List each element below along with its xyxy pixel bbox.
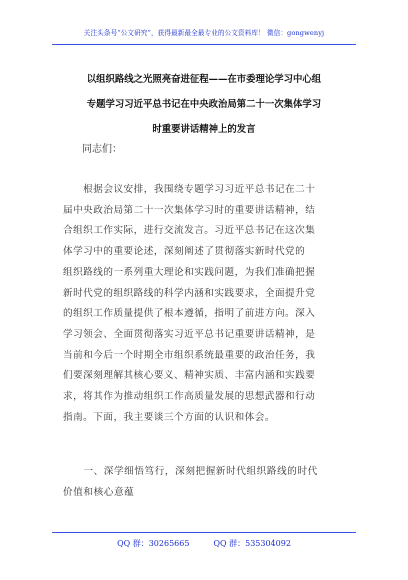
paragraph-line: 体学习中的重要论述，深刻阐述了贯彻落实新时代党的: [63, 246, 306, 258]
header-banner: 关注头条号“公文研究”，获得最新最全最专业的公文资料库！ 微信：gongwenyj: [83, 29, 325, 37]
section-line: 一、深学细悟笃行，深刻把握新时代组织路线的时代: [63, 466, 318, 477]
document-title: [50, 67, 358, 142]
title-line: 专题学习习近平总书记在中央政治局第二十一次集体学习: [86, 99, 322, 110]
paragraph-line: 组织路线的一系列重大理论和实践问题，为我们准确把握: [63, 266, 316, 278]
body-paragraph: [63, 180, 346, 428]
paragraph-line: 求，将其作为推动组织工作高质量发展的思想武器和行动: [63, 391, 316, 403]
paragraph-line: 们要深刻理解其核心要义、精神实质、丰富内涵和实践要: [63, 370, 316, 382]
footer-divider: [52, 532, 356, 533]
paragraph-line: 合组织工作实际，进行交流发言。习近平总书记在这次集: [63, 225, 316, 237]
paragraph-line: 新时代党的组织路线的科学内涵和实践要求，全面提升党: [63, 287, 316, 299]
paragraph-line: 根据会议安排，我围绕专题学习习近平总书记在二十: [63, 184, 316, 195]
paragraph-line: 学习领会、全面贯彻落实习近平总书记重要讲话精神，是: [63, 328, 316, 340]
paragraph-line: 届中央政治局第二十一次集体学习时的重要讲话精神，结: [63, 204, 316, 216]
greeting: 同志们：: [82, 144, 122, 155]
title-line: 时重要讲话精神上的发言: [152, 124, 256, 135]
footer-contact: QQ 群：30265665 QQ 群：535304092: [117, 539, 291, 548]
paragraph-line: 指南。下面，我主要谈三个方面的认识和体会。: [63, 411, 275, 423]
header-divider: [52, 44, 356, 45]
section-line: 价值和核心意蕴: [63, 487, 135, 498]
section-heading: [63, 461, 346, 503]
paragraph-line: 的组织工作质量提供了根本遵循，指明了前进方向。深入: [63, 308, 316, 320]
paragraph-line: 当前和今后一个时期全市组织系统最重要的政治任务，我: [63, 349, 316, 361]
title-line: 以组织路线之光照亮奋进征程——在市委理论学习中心组: [86, 74, 322, 85]
